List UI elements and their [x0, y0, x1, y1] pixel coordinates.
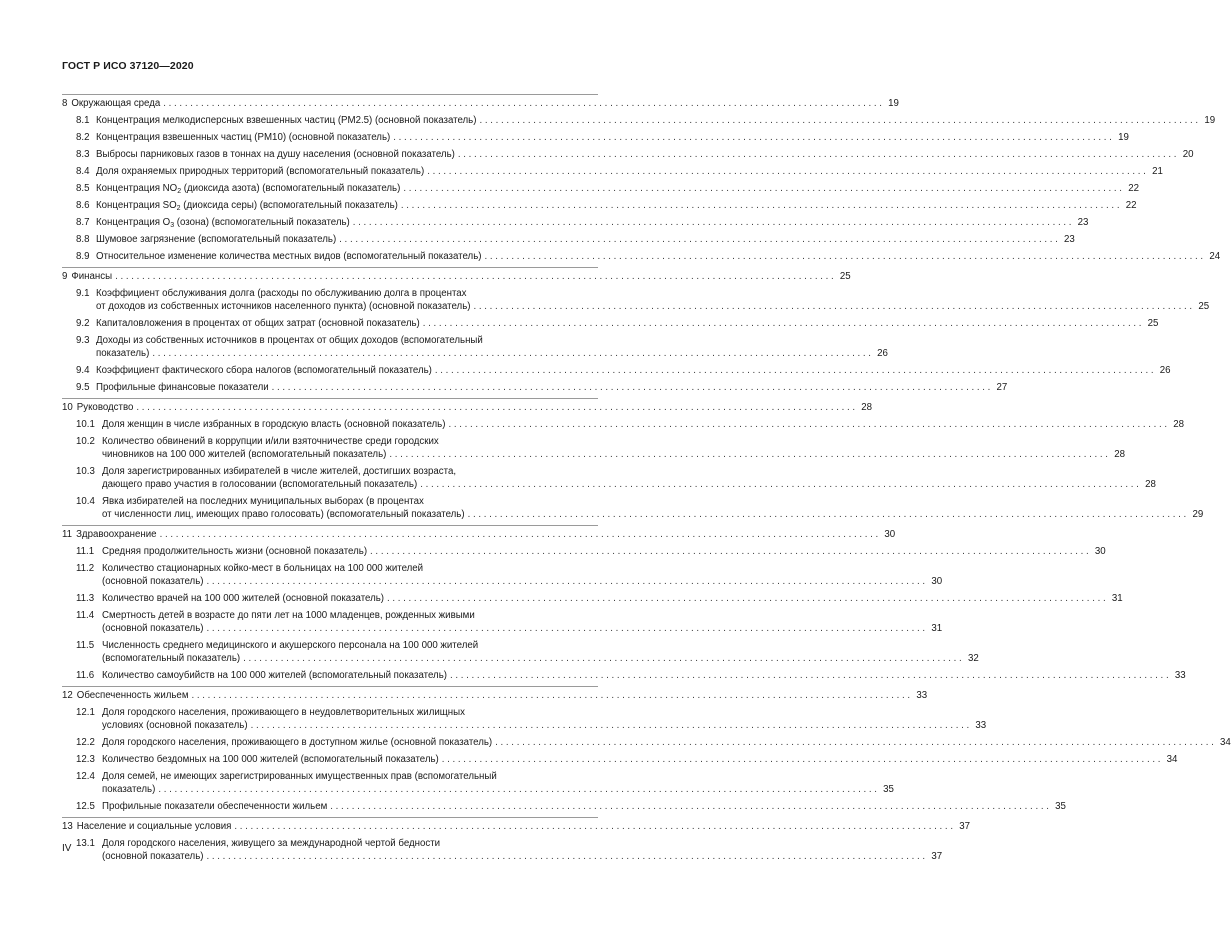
- toc-page-number: 25: [1147, 318, 1159, 329]
- toc-entry-title-line: Доля городского населения, проживающего в неудовлетворительных жилищных: [102, 707, 465, 718]
- toc-entry-number: 8.2: [76, 132, 90, 143]
- toc-entry-title: Количество бездомных на 100 000 жителей (вспомогательный показатель): [102, 754, 439, 765]
- toc-entry-title: чиновников на 100 000 жителей (вспомогательный показатель): [102, 449, 387, 460]
- toc-subsection-entry[interactable]: [62, 287, 1210, 317]
- dot-leader: [206, 622, 925, 635]
- toc-entry-number: 8.5: [76, 183, 90, 194]
- toc-entry-number: 9.1: [76, 288, 90, 299]
- toc-entry-number: 8.1: [76, 115, 90, 126]
- toc-page-number: 35: [883, 784, 894, 795]
- toc-entry-number: 11.6: [76, 670, 95, 681]
- dot-leader: [435, 364, 1154, 377]
- toc-entry-title: Доля охраняемых природных территорий (вспомогательный показатель): [96, 166, 425, 177]
- toc-entry-title: Капиталовложения в процентах от общих затрат (основной показатель): [96, 318, 420, 329]
- toc-entry-number: 10.3: [76, 466, 95, 477]
- toc-entry-number: 9.3: [76, 335, 90, 346]
- toc-subsection-entry[interactable]: [62, 495, 1204, 525]
- toc-subsection-entry[interactable]: [62, 736, 1231, 753]
- toc-entry-number: 8.8: [76, 234, 90, 245]
- toc-subsection-entry[interactable]: [62, 706, 987, 736]
- toc-page-number: 30: [884, 529, 896, 540]
- toc-entry-number: 12.3: [76, 754, 95, 765]
- toc-entry-number: 8.3: [76, 149, 90, 160]
- toc-entry-number: 11: [62, 529, 73, 540]
- dot-leader: [191, 689, 910, 702]
- toc-subsection-entry[interactable]: [62, 669, 1186, 686]
- toc-entry-title-line: Смертность детей в возрасте до пяти лет на 1000 младенцев, рожденных живыми: [102, 610, 475, 621]
- toc-subsection-entry[interactable]: [62, 334, 888, 364]
- toc-entry-number: 12.5: [76, 801, 95, 812]
- toc-entry-number: 9.2: [76, 318, 90, 329]
- toc-subsection-entry[interactable]: [62, 250, 1221, 267]
- toc-entry-number: 8.7: [76, 217, 90, 228]
- dot-leader: [393, 131, 1112, 144]
- dot-leader: [427, 165, 1146, 178]
- toc-entry-title-line: Доходы из собственных источников в процентах от общих доходов (вспомогательный: [96, 335, 483, 346]
- dot-leader: [160, 528, 879, 541]
- toc-subsection-entry[interactable]: [62, 609, 943, 639]
- dot-leader: [136, 401, 855, 414]
- dot-leader: [473, 300, 1192, 313]
- toc-section-entry[interactable]: [62, 817, 971, 837]
- dot-leader: [330, 800, 1049, 813]
- dot-leader: [163, 97, 882, 110]
- toc-entry-title: Концентрация мелкодисперсных взвешенных частиц (PM2.5) (основной показатель): [96, 115, 477, 126]
- toc-subsection-entry[interactable]: [62, 165, 1163, 182]
- toc-subsection-entry[interactable]: [62, 114, 1216, 131]
- toc-entry-title: (основной показатель): [102, 576, 204, 587]
- dot-leader: [484, 250, 1203, 263]
- toc-entry-title-line: Доля зарегистрированных избирателей в числе жителей, достигших возраста,: [102, 466, 457, 477]
- toc-entry-title: дающего право участия в голосовании (вспомогательный показатель): [102, 479, 418, 490]
- toc-entry-title: Концентрация $NO_2$ (диоксида азота) (вспомогательный показатель): [96, 183, 401, 195]
- dot-leader: [401, 199, 1120, 212]
- toc-page-number: 28: [1114, 449, 1125, 460]
- toc-subsection-entry[interactable]: [62, 562, 943, 592]
- toc-entry-title: Концентрация взвешенных частиц (PM10) (основной показатель): [96, 132, 391, 143]
- dot-leader: [479, 114, 1198, 127]
- toc-entry-number: 8.4: [76, 166, 90, 177]
- toc-page-number: 24: [1209, 251, 1221, 262]
- toc-page-number: 31: [1111, 593, 1123, 604]
- table-of-contents: [62, 94, 1231, 867]
- dot-leader: [442, 753, 1161, 766]
- toc-entry-title-line: Количество обвинений в коррупции и/или взяточничестве среди городских: [102, 436, 439, 447]
- toc-subsection-entry[interactable]: [62, 545, 1106, 562]
- toc-subsection-entry[interactable]: [62, 753, 1178, 770]
- toc-page-number: 33: [916, 690, 928, 701]
- toc-entry-number: 11.2: [76, 563, 95, 574]
- dot-leader: [389, 448, 1108, 461]
- toc-entry-number: 8.6: [76, 200, 90, 211]
- toc-subsection-entry[interactable]: [62, 381, 1008, 398]
- toc-page-number: 23: [1064, 234, 1075, 245]
- toc-page-number: 34: [1166, 754, 1178, 765]
- toc-entry-title: условиях (основной показатель): [102, 720, 248, 731]
- toc-subsection-entry[interactable]: [62, 199, 1137, 216]
- dot-leader: [468, 508, 1187, 521]
- toc-page-number: 33: [1174, 670, 1186, 681]
- toc-page-number: 35: [1055, 801, 1066, 812]
- toc-entry-title: Относительное изменение количества местных видов (вспомогательный показатель): [96, 251, 482, 262]
- toc-entry-number: 10.1: [76, 419, 95, 430]
- toc-entry-title-line: Явка избирателей на последних муниципальных выборах (в процентах: [102, 496, 424, 507]
- toc-page-number: 26: [1159, 365, 1171, 376]
- toc-entry-title: Окружающая среда: [71, 98, 161, 109]
- toc-page-number: 34: [1220, 737, 1231, 748]
- toc-page-number: 22: [1128, 183, 1139, 194]
- dot-leader: [353, 216, 1072, 229]
- toc-subsection-entry[interactable]: [62, 216, 1089, 233]
- toc-page-number: 37: [931, 851, 943, 862]
- dot-leader: [420, 478, 1139, 491]
- toc-section-entry[interactable]: [62, 94, 899, 114]
- toc-entry-title: Шумовое загрязнение (вспомогательный показатель): [96, 234, 337, 245]
- dot-leader: [387, 592, 1106, 605]
- dot-leader: [206, 850, 925, 863]
- dot-leader: [403, 182, 1122, 195]
- toc-entry-number: 11.5: [76, 640, 95, 651]
- toc-entry-number: 13: [62, 821, 73, 832]
- toc-subsection-entry[interactable]: [62, 592, 1123, 609]
- toc-subsection-entry[interactable]: [62, 800, 1066, 817]
- toc-page-number: 25: [1198, 301, 1210, 312]
- toc-entry-number: 12.1: [76, 707, 95, 718]
- toc-entry-title: Руководство: [76, 402, 134, 413]
- toc-entry-title: Количество самоубийств на 100 000 жителей (вспомогательный показатель): [102, 670, 447, 681]
- toc-entry-title: (основной показатель): [102, 851, 204, 862]
- toc-section-entry[interactable]: [62, 267, 851, 287]
- toc-entry-title: (основной показатель): [102, 623, 204, 634]
- toc-entry-title: Концентрация $O_3$ (озона) (вспомогательный показатель): [96, 217, 350, 229]
- toc-entry-title: Здравоохранение: [76, 529, 157, 540]
- dot-leader: [158, 783, 877, 796]
- toc-subsection-entry[interactable]: [62, 837, 943, 867]
- toc-subsection-entry[interactable]: [62, 182, 1139, 199]
- toc-page-number: 30: [1094, 546, 1106, 557]
- dot-leader: [423, 317, 1142, 330]
- toc-entry-title: от доходов из собственных источников населенного пункта) (основной показатель): [96, 301, 471, 312]
- toc-page-number: 29: [1192, 509, 1204, 520]
- toc-entry-title: Население и социальные условия: [76, 821, 232, 832]
- toc-page-number: 32: [967, 653, 979, 664]
- toc-entry-number: 8.9: [76, 251, 90, 262]
- dot-leader: [115, 270, 834, 283]
- toc-subsection-entry[interactable]: [62, 364, 1171, 381]
- toc-entry-number: 11.3: [76, 593, 95, 604]
- dot-leader: [206, 575, 925, 588]
- toc-entry-number: 11.1: [76, 546, 95, 557]
- dot-leader: [243, 652, 962, 665]
- dot-leader: [370, 545, 1089, 558]
- toc-subsection-entry[interactable]: [62, 465, 1156, 495]
- dot-leader: [450, 669, 1169, 682]
- toc-page-number: 33: [975, 720, 987, 731]
- toc-entry-title-line: Доля городского населения, живущего за международной чертой бедности: [102, 838, 441, 849]
- toc-subsection-entry[interactable]: [62, 233, 1075, 250]
- toc-page-number: 28: [1145, 479, 1156, 490]
- toc-entry-number: 10.2: [76, 436, 95, 447]
- toc-subsection-entry[interactable]: [62, 148, 1194, 165]
- toc-entry-title: Выбросы парниковых газов в тоннах на душу населения (основной показатель): [96, 149, 455, 160]
- toc-section-entry[interactable]: [62, 686, 928, 706]
- toc-entry-title: Профильные финансовые показатели: [96, 382, 269, 393]
- toc-entry-number: 8: [62, 98, 68, 109]
- toc-page-number: 19: [888, 98, 899, 109]
- toc-entry-number: 13.1: [76, 838, 95, 849]
- toc-entry-number: 9.5: [76, 382, 90, 393]
- toc-entry-title: (вспомогательный показатель): [102, 653, 241, 664]
- document-header: ГОСТ Р ИСО 37120—2020: [62, 60, 194, 72]
- toc-page-number: 31: [931, 623, 943, 634]
- toc-entry-number: 12.2: [76, 737, 95, 748]
- toc-entry-number: 10.4: [76, 496, 95, 507]
- toc-subsection-entry[interactable]: [62, 317, 1159, 334]
- toc-page-number: 20: [1182, 149, 1194, 160]
- toc-entry-number: 12: [62, 690, 73, 701]
- page-number: IV: [62, 843, 72, 854]
- toc-section-entry[interactable]: [62, 398, 873, 418]
- dot-leader: [152, 347, 871, 360]
- toc-page-number: 30: [931, 576, 943, 587]
- toc-page-number: 28: [1173, 419, 1185, 430]
- toc-entry-title: Средняя продолжительность жизни (основной показатель): [102, 546, 368, 557]
- toc-page-number: 37: [959, 821, 971, 832]
- toc-entry-title: от численности лиц, имеющих право голосовать) (вспомогательный показатель): [102, 509, 465, 520]
- toc-entry-title-line: Доля семей, не имеющих зарегистрированных имущественных прав (вспомогательный: [102, 771, 497, 782]
- toc-entry-title: Доля городского населения, проживающего в доступном жилье (основной показатель): [102, 737, 493, 748]
- toc-entry-title: Концентрация $SO_2$ (диоксида серы) (вспомогательный показатель): [96, 200, 398, 212]
- toc-entry-title-line: Численность среднего медицинского и акушерского персонала на 100 000 жителей: [102, 640, 479, 651]
- toc-entry-title: Коэффициент фактического сбора налогов (вспомогательный показатель): [96, 365, 432, 376]
- toc-page-number: 27: [996, 382, 1008, 393]
- toc-page-number: 19: [1204, 115, 1216, 126]
- toc-page-number: 22: [1125, 200, 1137, 211]
- toc-page-number: 19: [1118, 132, 1129, 143]
- toc-entry-title: Финансы: [71, 271, 113, 282]
- toc-subsection-entry[interactable]: [62, 639, 979, 669]
- dot-leader: [458, 148, 1177, 161]
- dot-leader: [234, 820, 953, 833]
- toc-page-number: 26: [877, 348, 888, 359]
- toc-page-number: 21: [1152, 166, 1163, 177]
- toc-entry-title: показатель): [96, 348, 150, 359]
- dot-leader: [495, 736, 1214, 749]
- toc-entry-number: 11.4: [76, 610, 95, 621]
- toc-subsection-entry[interactable]: [62, 435, 1125, 465]
- toc-entry-number: 10: [62, 402, 73, 413]
- toc-page-number: 23: [1077, 217, 1089, 228]
- toc-page-number: 28: [861, 402, 873, 413]
- toc-entry-number: 9: [62, 271, 68, 282]
- toc-subsection-entry[interactable]: [62, 770, 894, 800]
- toc-entry-number: 12.4: [76, 771, 95, 782]
- toc-entry-title-line: Количество стационарных койко-мест в больницах на 100 000 жителей: [102, 563, 424, 574]
- toc-entry-title-line: Коэффициент обслуживания долга (расходы по обслуживанию долга в процентах: [96, 288, 467, 299]
- toc-entry-title: Количество врачей на 100 000 жителей (основной показатель): [102, 593, 385, 604]
- toc-entry-number: 9.4: [76, 365, 90, 376]
- toc-section-entry[interactable]: [62, 525, 896, 545]
- toc-entry-title: Профильные показатели обеспеченности жильем: [102, 801, 328, 812]
- toc-entry-title: Доля женщин в числе избранных в городскую власть (основной показатель): [102, 419, 446, 430]
- toc-entry-title: показатель): [102, 784, 156, 795]
- toc-entry-title: Обеспеченность жильем: [76, 690, 189, 701]
- dot-leader: [251, 719, 970, 732]
- dot-leader: [448, 418, 1167, 431]
- toc-subsection-entry[interactable]: [62, 418, 1185, 435]
- dot-leader: [339, 233, 1058, 246]
- toc-page-number: 25: [839, 271, 851, 282]
- dot-leader: [272, 381, 991, 394]
- toc-subsection-entry[interactable]: [62, 131, 1129, 148]
